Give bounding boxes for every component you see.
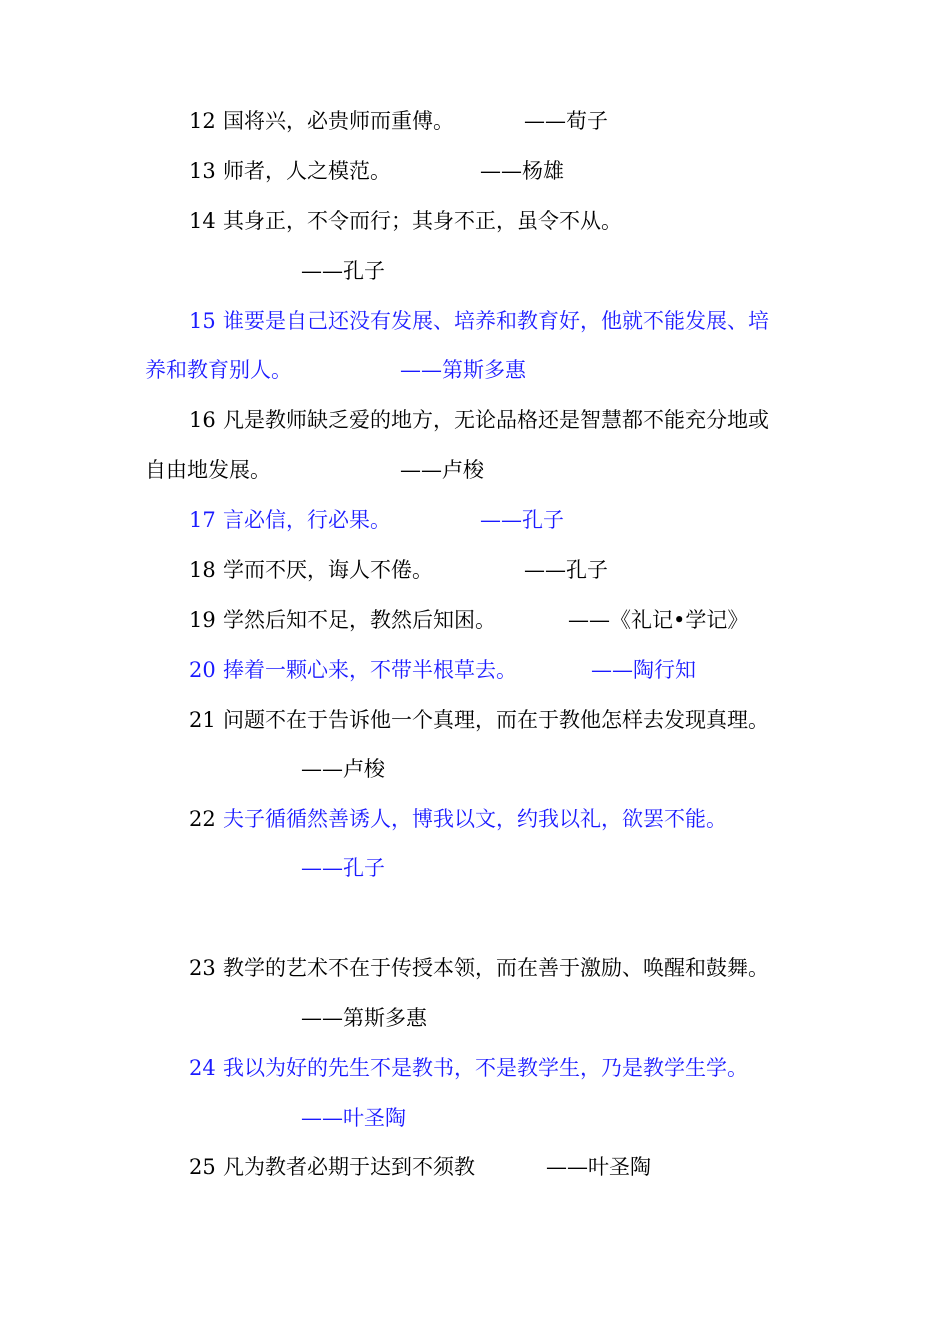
quote-number: 22 — [189, 807, 216, 831]
quote-text: 学而不厌，诲人不倦。 — [223, 558, 433, 582]
quote-text: 问题不在于告诉他一个真理，而在于教他怎样去发现真理。 — [223, 708, 769, 732]
quote-text: 师者，人之模范。 — [223, 159, 391, 183]
quote-21 — [0, 705, 769, 735]
quote-24-author-line — [0, 1103, 406, 1133]
quote-author: ——孔子 — [301, 856, 385, 880]
quote-author: ——孔子 — [480, 508, 564, 532]
quote-22 — [0, 804, 727, 834]
quote-23 — [0, 953, 769, 983]
quote-author: ——第斯多惠 — [301, 1006, 427, 1030]
quote-author: ——卢梭 — [400, 458, 484, 482]
quote-number: 19 — [189, 608, 216, 632]
quote-text-continuation: 自由地发展。 — [145, 458, 271, 482]
quote-text: 学然后知不足，教然后知困。 — [223, 608, 496, 632]
quote-14 — [0, 206, 622, 236]
quote-number: 13 — [189, 159, 216, 183]
quote-number: 12 — [189, 109, 216, 133]
quote-text: 其身正，不令而行；其身不正，虽令不从。 — [223, 209, 622, 233]
quote-author: ——荀子 — [524, 109, 608, 133]
quote-author: ——叶圣陶 — [546, 1155, 651, 1179]
quote-25 — [0, 1152, 651, 1182]
quote-author: ——杨雄 — [480, 159, 564, 183]
quote-20 — [0, 655, 696, 685]
quote-number: 21 — [189, 708, 216, 732]
quote-text: 我以为好的先生不是教书，不是教学生，乃是教学生学。 — [223, 1056, 748, 1080]
quote-author: ——《礼记•学记》 — [568, 608, 749, 632]
quote-text: 夫子循循然善诱人，博我以文，约我以礼，欲罢不能。 — [223, 807, 727, 831]
quote-author: ——孔子 — [524, 558, 608, 582]
quote-author: ——卢梭 — [301, 757, 385, 781]
quote-16-cont — [0, 455, 484, 485]
quote-number: 17 — [189, 508, 216, 532]
quote-21-author-line — [0, 754, 385, 784]
quote-17 — [0, 505, 564, 535]
quote-number: 25 — [189, 1155, 216, 1179]
quote-number: 14 — [189, 209, 216, 233]
quote-author: ——陶行知 — [591, 658, 696, 682]
quote-16 — [0, 405, 769, 435]
quote-number: 16 — [189, 408, 216, 432]
quote-22-author-line — [0, 853, 385, 883]
quote-text: 捧着一颗心来，不带半根草去。 — [223, 658, 517, 682]
quote-text: 谁要是自己还没有发展、培养和教育好，他就不能发展、培 — [223, 309, 769, 333]
quote-19 — [0, 605, 749, 635]
quote-text: 教学的艺术不在于传授本领，而在善于激励、唤醒和鼓舞。 — [223, 956, 769, 980]
quote-12 — [0, 106, 608, 136]
quote-author: ——孔子 — [301, 259, 385, 283]
quote-number: 15 — [189, 309, 216, 333]
quote-number: 23 — [189, 956, 216, 980]
quote-text-continuation: 养和教育别人。 — [145, 358, 292, 382]
quote-24 — [0, 1053, 748, 1083]
quote-text: 言必信，行必果。 — [223, 508, 391, 532]
quote-author: ——第斯多惠 — [400, 358, 526, 382]
quote-23-author-line — [0, 1003, 427, 1033]
quote-text: 凡为教者必期于达到不须教 — [223, 1155, 475, 1179]
quote-15-cont — [0, 355, 526, 385]
quote-number: 18 — [189, 558, 216, 582]
quote-text: 凡是教师缺乏爱的地方，无论品格还是智慧都不能充分地或 — [223, 408, 769, 432]
quote-text: 国将兴，必贵师而重傅。 — [223, 109, 454, 133]
quote-number: 20 — [189, 658, 216, 682]
quote-15 — [0, 306, 769, 336]
quote-13 — [0, 156, 564, 186]
quote-14-author-line — [0, 256, 385, 286]
quote-author: ——叶圣陶 — [301, 1106, 406, 1130]
quote-number: 24 — [189, 1056, 216, 1080]
quote-18 — [0, 555, 608, 585]
